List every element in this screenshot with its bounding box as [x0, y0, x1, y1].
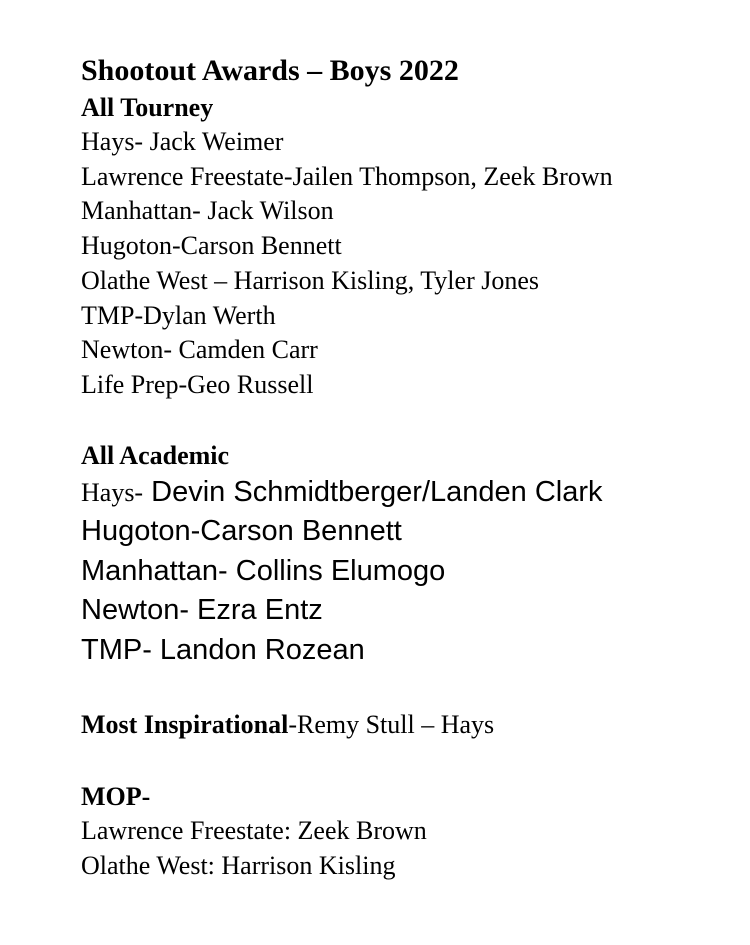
mop-entry: Olathe West: Harrison Kisling: [81, 850, 396, 880]
all-tourney-entry: Hugoton-Carson Bennett: [81, 231, 342, 261]
all-tourney-entry: Lawrence Freestate-Jailen Thompson, Zeek Brown: [81, 161, 613, 191]
all-academic-section: [81, 438, 731, 671]
all-tourney-entry: Manhattan- Jack Wilson: [81, 196, 334, 226]
all-academic-team-prefix: Hays-: [81, 477, 144, 507]
section-spacer: [81, 403, 731, 438]
all-tourney-entry: TMP-Dylan Werth: [81, 300, 276, 330]
mop-heading: MOP-: [81, 781, 151, 811]
most-inspirational-label: Most Inspirational: [81, 710, 289, 740]
all-academic-heading: All Academic: [81, 440, 230, 470]
all-academic-names: Devin Schmidtberger/Landen Clark: [151, 475, 603, 508]
mop-entry: Lawrence Freestate: Zeek Brown: [81, 815, 427, 845]
all-academic-entry: [81, 473, 731, 513]
most-inspirational-value: -Remy Stull – Hays: [288, 710, 495, 740]
section-spacer: [81, 670, 731, 708]
most-inspirational-line: [81, 708, 731, 743]
all-academic-entry: Newton- Ezra Entz: [81, 594, 323, 627]
section-spacer: [81, 743, 731, 779]
awards-document: [81, 52, 731, 883]
all-academic-entry: Hugoton-Carson Bennett: [81, 515, 402, 548]
all-academic-entry: Manhattan- Collins Elumogo: [81, 554, 446, 587]
all-tourney-entry: Newton- Camden Carr: [81, 335, 318, 365]
all-tourney-heading: All Tourney: [81, 93, 214, 122]
mop-section: [81, 779, 731, 883]
all-tourney-section: [81, 90, 731, 403]
all-academic-entry: TMP- Landon Rozean: [81, 633, 365, 666]
document-title: Shootout Awards – Boys 2022: [81, 54, 459, 87]
most-inspirational-section: [81, 708, 731, 743]
all-tourney-entry: Life Prep-Geo Russell: [81, 369, 314, 399]
all-tourney-entry: Olathe West – Harrison Kisling, Tyler Jones: [81, 265, 540, 295]
all-tourney-entry: Hays- Jack Weimer: [81, 127, 284, 156]
